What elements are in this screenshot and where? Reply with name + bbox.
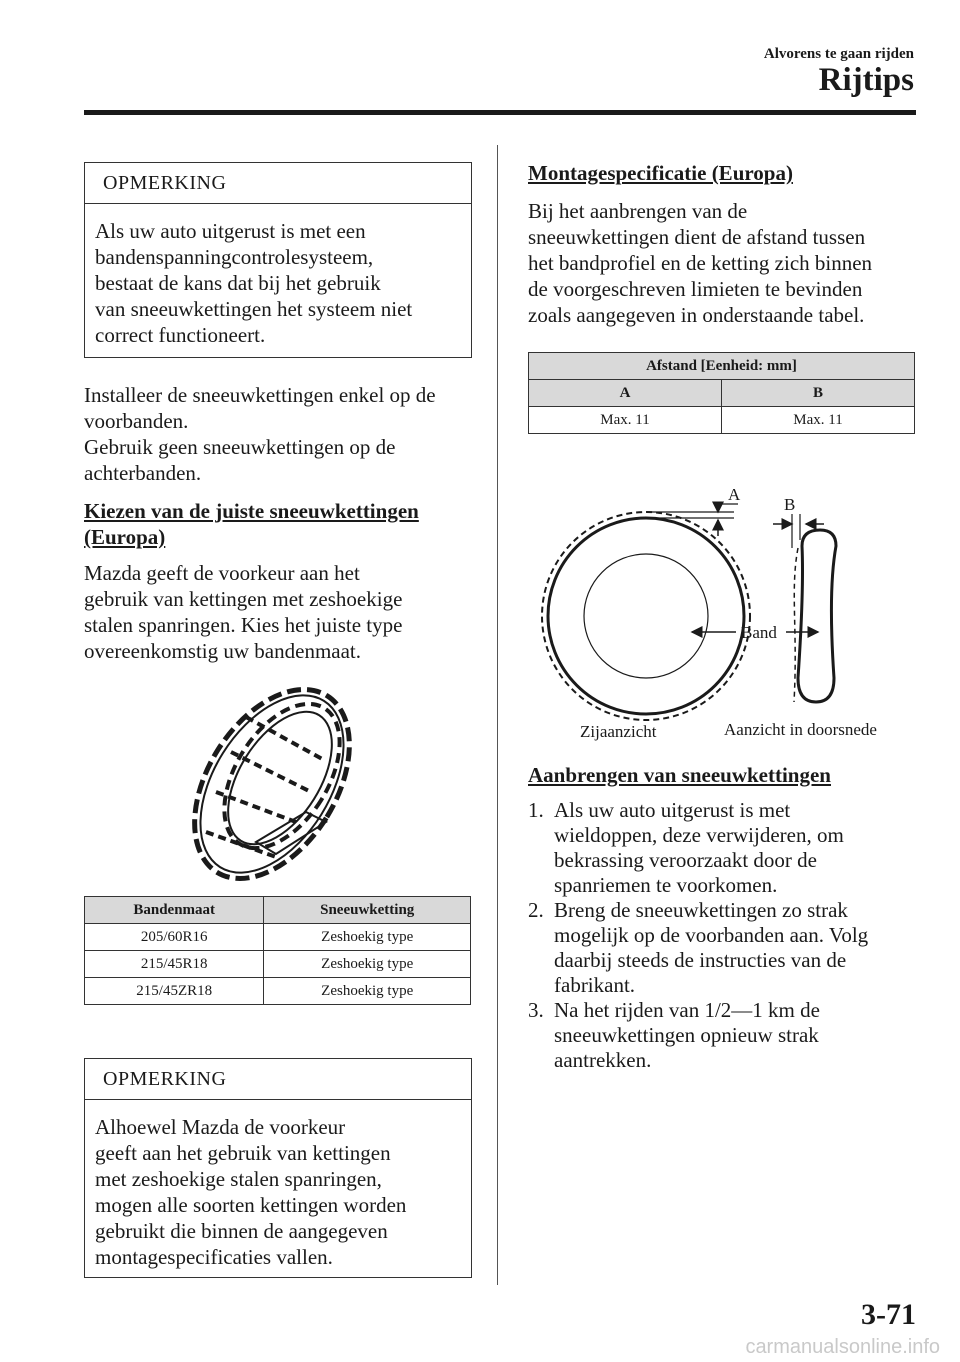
note-body <box>85 204 471 360</box>
note-box-chain-types <box>84 1058 472 1278</box>
choose-chains-paragraph <box>84 560 484 664</box>
chain-outer-ring <box>176 672 376 890</box>
column-divider <box>497 145 498 1285</box>
note-title: OPMERKING <box>85 163 471 204</box>
table-header-row <box>529 380 915 407</box>
table-title: Afstand [Eenheid: mm] <box>529 353 915 380</box>
table-cell: 215/45ZR18 <box>85 978 264 1005</box>
tire-side-outer <box>548 518 744 714</box>
table-cell: 215/45R18 <box>85 951 264 978</box>
install-paragraph <box>84 382 484 486</box>
chain-outline-side <box>542 512 750 720</box>
step-line: Na het rijden van 1/2—1 km de <box>554 998 820 1022</box>
label-a: A <box>728 485 741 504</box>
column-header: A <box>529 380 722 407</box>
caption-side-view: Zijaanzicht <box>580 722 657 741</box>
note-line: met zeshoekige stalen spanringen, <box>95 1167 382 1191</box>
paragraph-line: Mazda geeft de voorkeur aan het <box>84 561 360 585</box>
paragraph-line: voorbanden. <box>84 409 189 433</box>
paragraph-line: stalen spanringen. Kies het juiste type <box>84 613 403 637</box>
step-line: Als uw auto uitgerust is met <box>554 798 791 822</box>
paragraph-line: achterbanden. <box>84 461 202 485</box>
list-item <box>528 898 918 998</box>
caption-cross-section: Aanzicht in doorsnede <box>724 720 877 739</box>
step-line: Breng de sneeuwkettingen zo strak <box>554 898 848 922</box>
note-title: OPMERKING <box>85 1059 471 1100</box>
paragraph-line: zoals aangegeven in onderstaande tabel. <box>528 303 865 327</box>
table-title-row <box>529 353 915 380</box>
paragraph-line: gebruik van kettingen met zeshoekige <box>84 587 403 611</box>
paragraph-line: Installeer de sneeuwkettingen enkel op de <box>84 383 436 407</box>
paragraph-line: Bij het aanbrengen van de <box>528 199 748 223</box>
page-title: Rijtips <box>818 62 914 98</box>
heading-line: (Europa) <box>84 525 166 549</box>
list-item <box>528 798 918 898</box>
step-number: 2. <box>528 898 544 922</box>
step-line: fabrikant. <box>554 973 636 997</box>
table-header-row <box>85 897 471 924</box>
label-b: B <box>784 495 796 514</box>
step-number: 3. <box>528 998 544 1022</box>
table-row <box>85 978 471 1005</box>
tire-chain-table <box>84 896 471 1005</box>
column-header: B <box>722 380 915 407</box>
table-cell: 205/60R16 <box>85 924 264 951</box>
note-line: correct functioneert. <box>95 323 266 347</box>
table-cell: Zeshoekig type <box>264 951 471 978</box>
step-line: mogelijk op de voorbanden aan. Volg <box>554 923 869 947</box>
note-line: gebruikt die binnen de aangegeven <box>95 1219 388 1243</box>
snow-chain-illustration <box>176 672 376 890</box>
apply-chains-heading: Aanbrengen van sneeuwkettingen <box>528 763 831 787</box>
note-body <box>85 1100 471 1282</box>
paragraph-line: Gebruik geen sneeuwkettingen op de <box>84 435 396 459</box>
step-line: sneeuwkettingen opnieuw strak <box>554 1023 819 1047</box>
step-line: daarbij steeds de instructies van de <box>554 948 847 972</box>
note-line: van sneeuwkettingen het systeem niet <box>95 297 413 321</box>
step-line: aantrekken. <box>554 1048 652 1072</box>
page-number: 3-71 <box>861 1298 916 1331</box>
mounting-spec-heading: Montagespecificatie (Europa) <box>528 161 793 185</box>
step-line: wieldoppen, deze verwijderen, om <box>554 823 844 847</box>
distance-table <box>528 352 915 434</box>
table-row <box>529 407 915 434</box>
note-line: Alhoewel Mazda de voorkeur <box>95 1115 346 1139</box>
tire-cross-section <box>798 530 836 702</box>
note-line: bestaat de kans dat bij het gebruik <box>95 271 381 295</box>
paragraph-line: het bandprofiel en de ketting zich binnen <box>528 251 873 275</box>
note-line: montagespecificaties vallen. <box>95 1245 333 1269</box>
step-number: 1. <box>528 798 544 822</box>
apply-chains-steps <box>528 798 918 1073</box>
choose-chains-heading <box>84 498 484 550</box>
paragraph-line: sneeuwkettingen dient de afstand tussen <box>528 225 866 249</box>
column-header: Bandenmaat <box>85 897 264 924</box>
note-box-tpms <box>84 162 472 358</box>
table-cell: Max. 11 <box>722 407 915 434</box>
table-cell: Zeshoekig type <box>264 924 471 951</box>
note-line: Als uw auto uitgerust is met een <box>95 219 366 243</box>
list-item <box>528 998 918 1073</box>
table-cell: Max. 11 <box>529 407 722 434</box>
section-header: Alvorens te gaan rijden <box>763 46 914 62</box>
step-line: bekrassing veroorzaakt door de <box>554 848 817 872</box>
step-line: spanriemen te voorkomen. <box>554 873 778 897</box>
paragraph-line: overeenkomstig uw bandenmaat. <box>84 639 361 663</box>
table-row <box>85 924 471 951</box>
heading-line: Kiezen van de juiste sneeuwkettingen <box>84 499 419 523</box>
wheel-rim <box>584 554 708 678</box>
label-band: Band <box>741 623 777 642</box>
table-row <box>85 951 471 978</box>
note-line: geeft aan het gebruik van kettingen <box>95 1141 391 1165</box>
watermark-link[interactable]: carmanualsonline.info <box>745 1336 940 1358</box>
note-line: mogen alle soorten kettingen worden <box>95 1193 407 1217</box>
mounting-spec-paragraph <box>528 198 928 328</box>
note-line: bandenspanningcontrolesysteem, <box>95 245 374 269</box>
column-header: Sneeuwketting <box>264 897 471 924</box>
clearance-diagram <box>528 470 916 750</box>
header-rule <box>84 110 916 115</box>
paragraph-line: de voorgeschreven limieten te bevinden <box>528 277 863 301</box>
table-cell: Zeshoekig type <box>264 978 471 1005</box>
